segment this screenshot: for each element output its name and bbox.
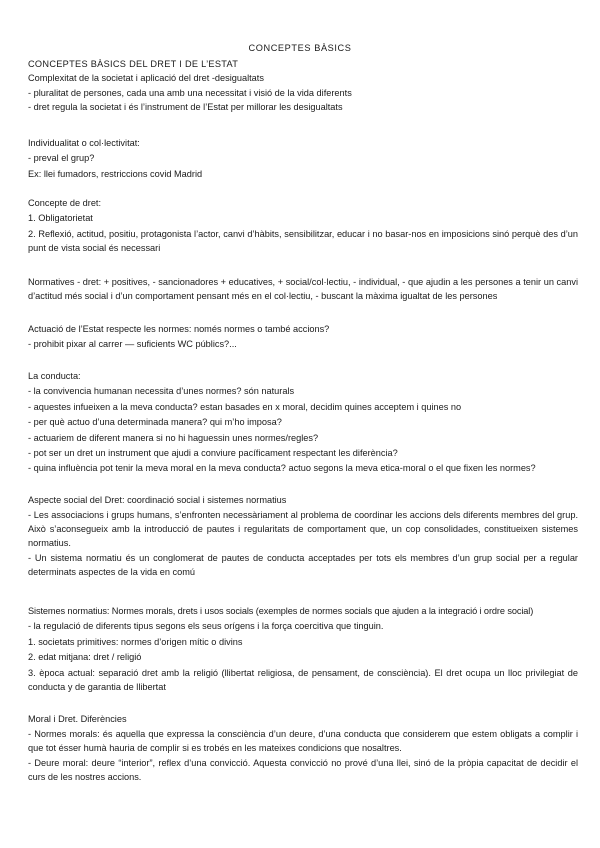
section-conducta: [28, 370, 578, 475]
list-item: - pot ser un dret un instrument que ajudi a conviure pacíficament respectant les diferència?: [28, 448, 398, 459]
section-concepte-dret: [28, 197, 578, 255]
section-heading: Sistemes normatius: Normes morals, drets i usos socials (exemples de normes socials que ajuden a la integració i ordre social): [28, 606, 534, 616]
section-conceptes-basics: [28, 58, 578, 114]
section-heading: La conducta:: [28, 371, 81, 381]
list-item: 1. Obligatorietat: [28, 213, 93, 224]
list-item: - actuariem de diferent manera si no hi haguessin unes normes/regles?: [28, 432, 319, 443]
section-heading: CONCEPTES BÀSICS DEL DRET I DE L’ESTAT: [28, 59, 239, 69]
paragraph: - Normes morals: és aquella que expressa la consciència d’un deure, d’una conducta que considerem que estem obligats a complir i que tot ésser humà hauria de complir si es trobés en les mateixes condicions que nosaltres.: [28, 729, 578, 754]
list-item: - la convivencia humanan necessita d’unes normes? són naturals: [28, 386, 295, 397]
section-heading: Individualitat o col·lectivitat:: [28, 138, 140, 148]
list-item: - aquestes infueixen a la meva conducta? estan basades en x moral, decidim quines acceptem i quines no: [28, 401, 462, 412]
paragraph: - Un sistema normatiu és un conglomerat de pautes de conducta acceptades per tots els membres d’un grup social per a regular determinats aspectes de la vida en comú: [28, 553, 578, 578]
list-item: 2. edat mitjana: dret / religió: [28, 652, 142, 663]
section-individualitat: [28, 137, 578, 180]
list-item: 3. època actual: separació dret amb la religió (llibertat religiosa, de pensament, de consciència). El dret ocupa un lloc privilegiat de conducta y de garantia de llibertat: [28, 667, 578, 692]
list-item: - per què actuo d’una determinada manera? qui m’ho imposa?: [28, 417, 282, 428]
list-item: - quina influència pot tenir la meva moral en la meva conducta? actuo segons la meva etica-moral o el que fixen les normes?: [28, 463, 536, 474]
paragraph: - Deure moral: deure “interior”, reflex d’una convicció. Aquesta convicció no prové d’una llei, sinó de la pròpia capacitat de decidir el curs de les nostres accions.: [28, 758, 578, 783]
section-heading: Aspecte social del Dret: coordinació social i sistemes normatius: [28, 495, 287, 505]
section-moral-dret: [28, 713, 578, 784]
list-item: - pluralitat de persones, cada una amb una necessitat i visió de la vida diferents: [28, 87, 352, 98]
section-heading: Moral i Dret. Diferències: [28, 714, 127, 724]
list-item: - dret regula la societat i és l’instrument de l’Estat per millorar les desigualtats: [28, 102, 343, 113]
section-heading: Actuació de l’Estat respecte les normes: només normes o també accions?: [28, 324, 330, 334]
section-normatives: [28, 275, 578, 303]
section-subheading: Complexitat de la societat i aplicació del dret -desigualtats: [28, 73, 264, 84]
section-heading: Concepte de dret:: [28, 198, 102, 208]
page-title: CONCEPTES BÀSICS: [248, 43, 352, 53]
list-item: 1. societats primitives: normes d’origen mític o divins: [28, 636, 243, 647]
list-item: Ex: llei fumadors, restriccions covid Madrid: [28, 168, 203, 179]
paragraph: - Les associacions i grups humans, s’enfronten necessàriament al problema de coordinar les accions dels diferents membres del grup. Això s’aconsegueix amb la introducció de pautes i regularitats de comportament que, un cop consolidades, constitueixen sistemes normatius.: [28, 510, 578, 549]
list-item: - preval el grup?: [28, 153, 95, 164]
paragraph: Normatives - dret: + positives, - sancionadores + educatives, + social/col·lectiu, - individual, - que ajudin a les persones a tenir un canvi d’actitud més social i d’un comportament pensant més en el col·lectiu, - buscant la màxima igualtat de les persones: [28, 277, 578, 301]
list-item: - prohibit pixar al carrer — suficients WC públics?...: [28, 339, 237, 350]
section-sistemes-normatius: [28, 605, 578, 694]
list-item: - la regulació de diferents tipus segons els seus orígens i la força coercitiva que tinguin.: [28, 621, 384, 632]
section-aspecte-social: [28, 494, 578, 579]
list-item: 2. Reflexió, actitud, positiu, protagonista l’actor, canvi d’hàbits, sensibilitzar, educar i no basar-nos en imposicions sinó perquè des d’un punt de vista social és necessari: [28, 228, 578, 253]
section-actuacio-estat: [28, 323, 578, 351]
